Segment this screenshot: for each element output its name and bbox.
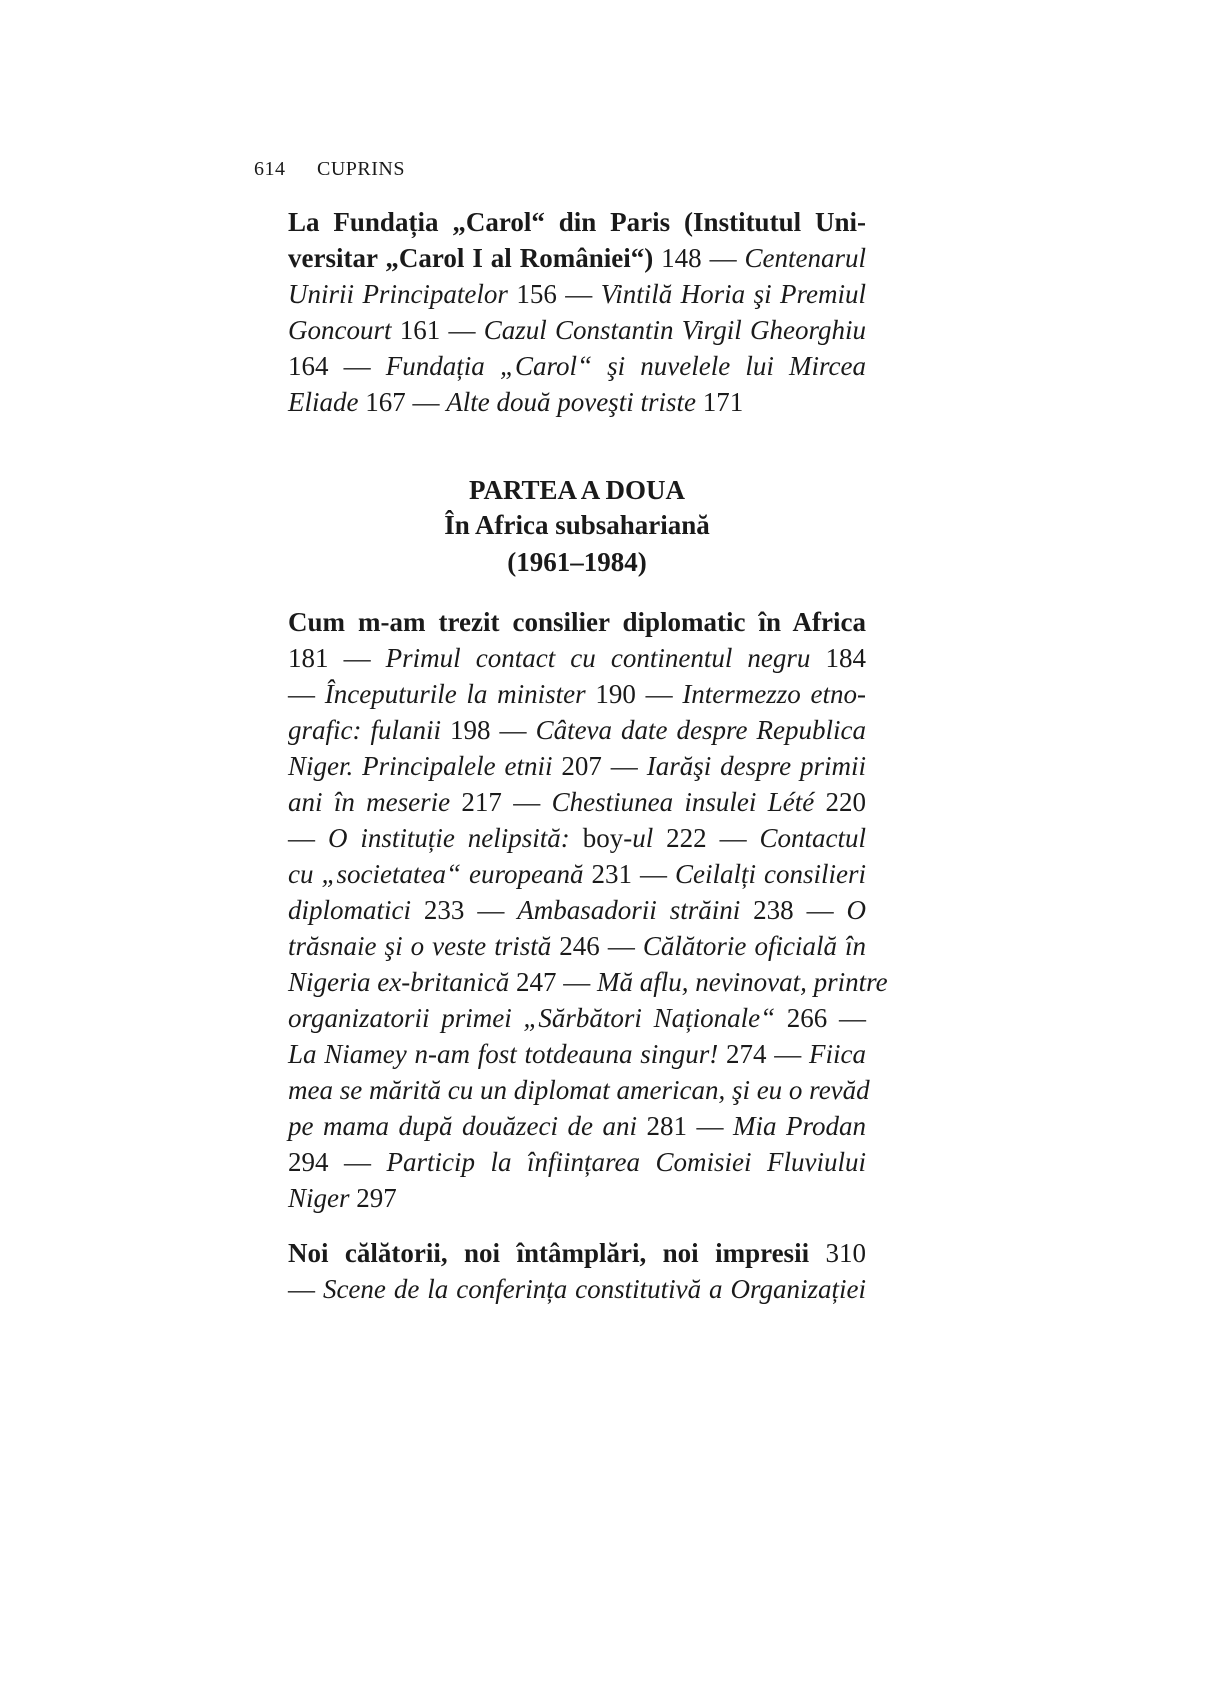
- text-line: [288, 276, 866, 312]
- page-ref: 184: [810, 643, 867, 673]
- section-title: Vintilă Horia şi Premiul: [600, 279, 866, 309]
- page-ref: 238 —: [740, 895, 847, 925]
- page-ref: 220: [814, 787, 867, 817]
- running-title: CUPRINS: [317, 158, 405, 180]
- text-line: [288, 1180, 866, 1216]
- part-heading-subtitle: În Africa subsahariană: [444, 510, 710, 540]
- section-title: diplomatici: [288, 895, 411, 925]
- page-ref: 181 —: [288, 643, 386, 673]
- text-line: [288, 384, 866, 420]
- page-ref: 222 —: [653, 823, 760, 853]
- section-title: Mia Prodan: [733, 1111, 866, 1141]
- text-line: [288, 1036, 866, 1072]
- text-line: [288, 748, 866, 784]
- section-title: Particip la înființarea Comisiei Fluviului: [386, 1147, 866, 1177]
- section-title: O instituție nelipsită:: [327, 823, 570, 853]
- page-ref: 156 —: [507, 279, 601, 309]
- chapter-title: Noi călătorii, noi întâmplări, noi impresii: [288, 1238, 810, 1268]
- section-title: Călătorie oficială în: [642, 931, 866, 961]
- page-ref: 207 —: [552, 751, 647, 781]
- section-title: Mă aflu, nevinovat, printre: [596, 967, 888, 997]
- page-ref: 148 —: [653, 243, 745, 273]
- section-title: Fundația „Carol“ şi nuvelele lui Mircea: [385, 351, 866, 381]
- page-ref: boy: [569, 823, 624, 853]
- section-title: Scene de la conferința constitutivă a Organizației: [322, 1274, 867, 1304]
- page-ref: 217 —: [450, 787, 552, 817]
- text-line: [288, 1108, 866, 1144]
- section-title: Contactul: [759, 823, 867, 853]
- chapter-title: versitar „Carol I al României“): [288, 243, 654, 273]
- text-line: [288, 928, 866, 964]
- section-title: cu „societatea“ europeană: [288, 859, 584, 889]
- section-title: Fiica: [809, 1039, 866, 1069]
- section-title: mea se mărită cu un diplomat american, şi eu o revăd: [288, 1075, 870, 1105]
- page-ref: 266 —: [775, 1003, 866, 1033]
- section-title: Niger. Principalele etnii: [288, 751, 553, 781]
- text-line: [288, 784, 866, 820]
- page-ref: 247 —: [509, 967, 597, 997]
- text-line: [288, 676, 866, 712]
- page-ref: 198 —: [441, 715, 536, 745]
- section-title: organizatorii primei „Sărbători Naționale“: [288, 1003, 776, 1033]
- section-title: grafic: fulanii: [288, 715, 442, 745]
- section-title: Câteva date despre Republica: [535, 715, 867, 745]
- page-number: 614: [254, 158, 286, 180]
- page-ref: 297: [349, 1183, 397, 1213]
- text-line: [288, 1271, 866, 1307]
- section-title: Iarăşi despre primii: [646, 751, 866, 781]
- section-title: La Niamey n-am fost totdeauna singur!: [288, 1039, 719, 1069]
- section-title: Primul contact cu continentul negru: [385, 643, 811, 673]
- page-ref: 164 —: [288, 351, 386, 381]
- text-line: [288, 712, 866, 748]
- page-ref: 281 —: [636, 1111, 733, 1141]
- page-ref: 171: [695, 387, 744, 417]
- page-ref: —: [288, 823, 328, 853]
- page-ref: 310: [809, 1238, 866, 1268]
- part-heading-years: (1961–1984): [507, 547, 647, 577]
- section-title: trăsnaie şi o veste tristă: [288, 931, 552, 961]
- text-line: [288, 1000, 866, 1036]
- section-title: Ceilalți consilieri: [675, 859, 866, 889]
- section-title: Niger: [288, 1183, 350, 1213]
- text-line: [288, 1144, 866, 1180]
- section-title: Intermezzo etno-: [682, 679, 866, 709]
- section-title: pe mama după douăzeci de ani: [288, 1111, 637, 1141]
- section-title: Nigeria ex-britanică: [288, 967, 510, 997]
- page-ref: 246 —: [551, 931, 643, 961]
- section-title: Eliade: [288, 387, 359, 417]
- section-title: Goncourt: [288, 315, 392, 345]
- text-line: [288, 1235, 866, 1271]
- text-line: [288, 604, 866, 640]
- text-line: [288, 964, 888, 1000]
- section-title: -ul: [623, 823, 654, 853]
- section-title: Chestiunea insulei Lété: [551, 787, 815, 817]
- page-ref: —: [288, 1274, 323, 1304]
- text-line: [288, 892, 866, 928]
- page-ref: —: [288, 679, 325, 709]
- section-title: Centenarul: [744, 243, 867, 273]
- chapter-title: La Fundația „Carol“ din Paris (Institutul Uni-: [288, 207, 866, 237]
- running-header: [254, 158, 405, 181]
- page-ref: 233 —: [411, 895, 518, 925]
- chapter-title: Cum m-am trezit consilier diplomatic în Africa: [288, 607, 866, 637]
- part-heading-title: PARTEA A DOUA: [468, 475, 686, 505]
- page-ref: 167 —: [358, 387, 447, 417]
- section-title: O: [846, 895, 867, 925]
- text-line: [288, 640, 866, 676]
- section-title: Cazul Constantin Virgil Gheorghiu: [483, 315, 866, 345]
- section-title: Începuturile la minister: [324, 679, 586, 709]
- text-line: [288, 240, 866, 276]
- page-ref: 294 —: [288, 1147, 387, 1177]
- section-title: Ambasadorii străini: [517, 895, 741, 925]
- text-line: [288, 856, 866, 892]
- section-title: ani în meserie: [288, 787, 451, 817]
- text-line: [288, 204, 866, 240]
- page-ref: 161 —: [391, 315, 484, 345]
- page-ref: 190 —: [585, 679, 683, 709]
- page-ref: 231 —: [583, 859, 675, 889]
- text-line: [288, 1072, 870, 1108]
- section-title: Unirii Principatelor: [288, 279, 508, 309]
- text-line: [288, 312, 866, 348]
- page-ref: 274 —: [718, 1039, 810, 1069]
- text-line: [288, 820, 866, 856]
- section-title: Alte două poveşti triste: [446, 387, 696, 417]
- text-line: [288, 348, 866, 384]
